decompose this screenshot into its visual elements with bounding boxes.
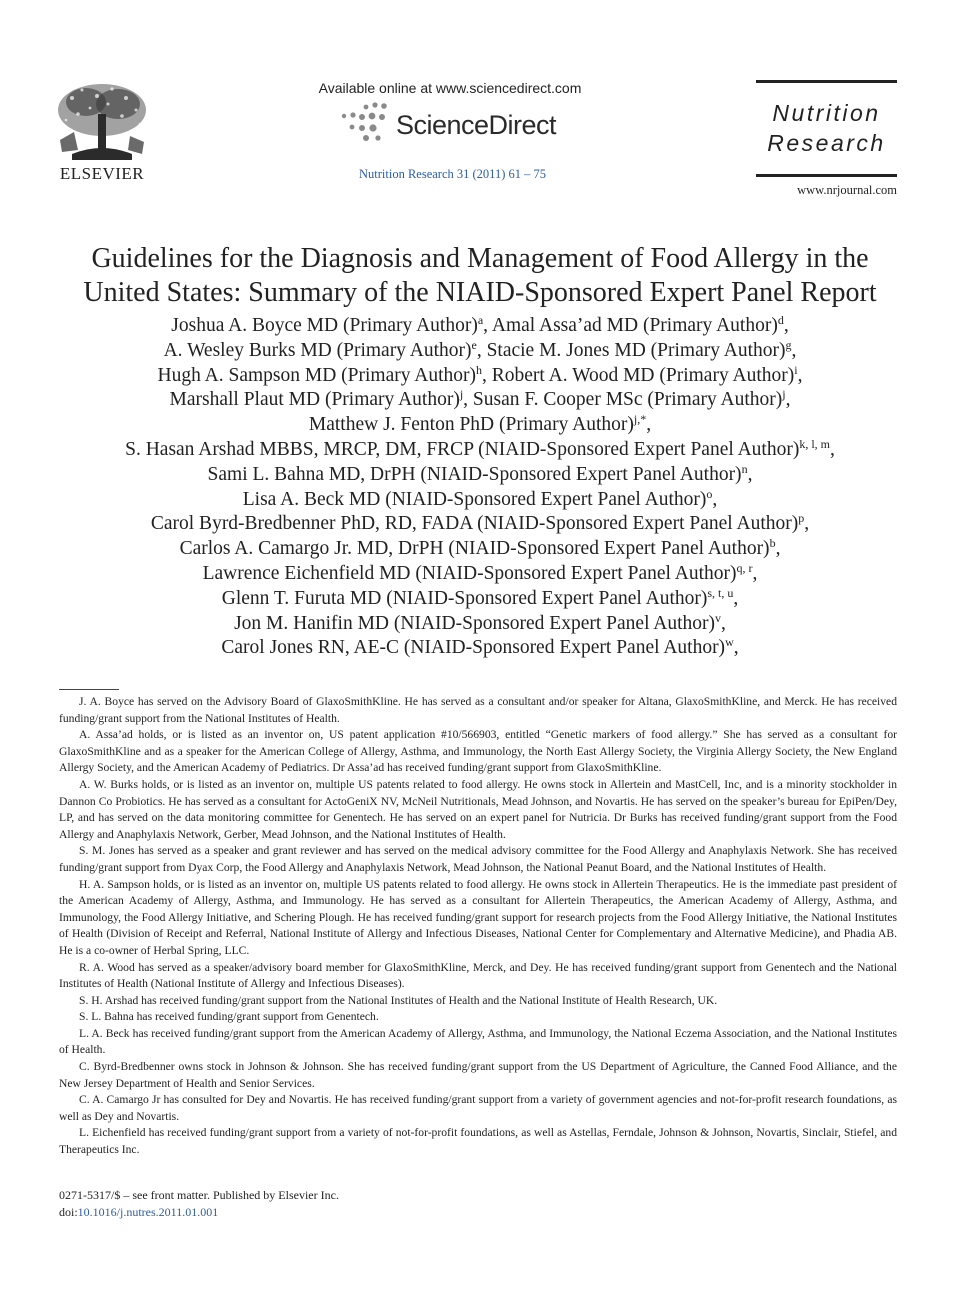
author-line bbox=[30, 512, 930, 537]
affiliation-sup[interactable]: q, r bbox=[736, 560, 753, 575]
author-name[interactable]: Joshua A. Boyce MD (Primary Author) bbox=[171, 315, 478, 336]
author-name[interactable]: Hugh A. Sampson MD (Primary Author) bbox=[157, 364, 477, 386]
author-name[interactable]: Carol Jones RN, AE-C (NIAID-Sponsored Expert Panel Author) bbox=[221, 637, 726, 659]
footnote-divider bbox=[59, 689, 119, 690]
author-line bbox=[30, 537, 930, 562]
journal-citation-link[interactable]: Nutrition Research 31 (2011) 61 – 75 bbox=[359, 167, 546, 181]
affiliation-sup[interactable]: o bbox=[706, 486, 713, 501]
author-name[interactable]: Lisa A. Beck MD (NIAID-Sponsored Expert Panel Author) bbox=[242, 488, 707, 510]
author-name[interactable]: Jon M. Hanifin MD (NIAID-Sponsored Expert Panel Author) bbox=[234, 612, 716, 634]
footnote: C. A. Camargo Jr has consulted for Dey and Novartis. He has received funding/grant support from a variety of government agencies and not-for-profit research foundations, as well as Dey and Novartis. bbox=[59, 1093, 897, 1123]
author-line bbox=[30, 364, 930, 389]
author-separator: , bbox=[483, 315, 492, 336]
author-line-end: , bbox=[752, 562, 758, 584]
elsevier-wordmark: ELSEVIER bbox=[59, 164, 145, 183]
author-line-end: , bbox=[791, 339, 797, 361]
affiliation-sup[interactable]: i bbox=[794, 362, 798, 377]
journal-url-link[interactable]: www.nrjournal.com bbox=[797, 183, 897, 197]
author-line bbox=[30, 612, 930, 637]
author-name[interactable]: Lawrence Eichenfield MD (NIAID-Sponsored Expert Panel Author) bbox=[202, 562, 737, 584]
author-line bbox=[30, 413, 930, 438]
footnote: R. A. Wood has served as a speaker/advisory board member for GlaxoSmithKline, Merck, and Dey. He has received funding/grant support from Genentech and the National Institutes of Health (National Institute of Allergy and Infectious Diseases). bbox=[59, 960, 897, 991]
author-name[interactable]: A. Wesley Burks MD (Primary Author) bbox=[163, 339, 472, 361]
footnote: A. W. Burks holds, or is listed as an inventor on, multiple US patents related to food allergy. He owns stock in Allertein and MastCell, Inc, and is a minority stockholder in Dannon Co Probiotics. He has served as a consultant for ActoGeniX NV, McNeil Nutritionals, Mead Johnson, and Novartis. He has served on the speaker’s bureau for EpiPen/Dey, LP, and has served on the data monitoring committee for Genentech. He has served on an expert panel for Nutricia. Dr Burks has received funding/grant support from the Food Allergy and Anaphylaxis Network, Gerber, Mead Johnson, and the National Institutes of Health. bbox=[59, 777, 897, 841]
author-line-end: , bbox=[785, 389, 791, 411]
author-line bbox=[30, 339, 930, 364]
footnote: L. A. Beck has received funding/grant support from the American Academy of Allergy, Asthma, and Immunology, the National Eczema Association, and the National Institutes of Health. bbox=[59, 1026, 897, 1057]
author-line bbox=[30, 636, 930, 661]
author-line-end: , bbox=[721, 612, 726, 634]
footnote: H. A. Sampson holds, or is listed as an inventor on, multiple US patents related to food allergy. He owns stock in Allertein Therapeutics. He is the immediate past president of the American Academy of Allergy, Asthma, and Immunology. He has served as a consultant for Allertein Therapeutics, the American Academy of Allergy, Asthma, and Immunology, the Food Allergy Initiative, and Schering Plough. He has received funding/grant support for research projects from the Food Allergy Initiative, the National Institutes of Health (Division of Receipt and Referral, National Institute of Allergy and Infectious Diseases, National Center for Complementary and Alternative Medicine), and Phadia AB. He is a co-owner of Herbal Spring, LLC. bbox=[59, 877, 897, 957]
footnote: S. M. Jones has served as a speaker and grant reviewer and has served on the medical advisory committee for the Food Allergy and Anaphylaxis Network. She has received funding/grant support from Dyax Corp, the Food Allergy and Anaphylaxis Network, Mead Johnson, the National Peanut Board, and the National Institutes of Health. bbox=[59, 844, 897, 874]
affiliation-sup[interactable]: b bbox=[769, 536, 776, 551]
footnote: S. L. Bahna has received funding/grant support from Genentech. bbox=[79, 1010, 379, 1024]
affiliation-sup[interactable]: g bbox=[785, 337, 792, 352]
elsevier-logo bbox=[52, 80, 152, 182]
available-online-text: Available online at www.sciencedirect.com bbox=[318, 80, 582, 96]
doi-prefix: doi: bbox=[59, 1205, 78, 1219]
author-line bbox=[30, 562, 930, 587]
affiliation-sup[interactable]: a bbox=[477, 313, 484, 327]
article-title bbox=[40, 242, 920, 310]
author-line-end: , bbox=[783, 315, 789, 336]
affiliation-sup[interactable]: h bbox=[476, 362, 483, 377]
author-line-end: , bbox=[804, 513, 810, 535]
author-separator: , bbox=[482, 364, 492, 386]
author-line-end: , bbox=[712, 488, 718, 510]
author-line bbox=[30, 388, 930, 413]
affiliation-sup[interactable]: s, t, u bbox=[707, 585, 734, 600]
author-line-end: , bbox=[646, 414, 652, 436]
author-separator: , bbox=[463, 389, 473, 411]
author-name[interactable]: Susan F. Cooper MSc (Primary Author) bbox=[472, 389, 783, 411]
front-matter-footer bbox=[59, 1187, 659, 1221]
affiliation-sup[interactable]: j bbox=[782, 387, 786, 402]
author-line-end: , bbox=[797, 364, 803, 386]
issn-line: 0271-5317/$ – see front matter. Published by Elsevier Inc. bbox=[59, 1188, 339, 1202]
journal-logo bbox=[756, 80, 897, 180]
sciencedirect-logo[interactable] bbox=[336, 100, 576, 146]
conflict-of-interest-footnotes bbox=[59, 694, 897, 1159]
author-name[interactable]: Stacie M. Jones MD (Primary Author) bbox=[486, 339, 786, 361]
author-line-end: , bbox=[830, 438, 835, 460]
footnote: S. H. Arshad has received funding/grant support from the National Institutes of Health and the National Institute of Health Research, UK. bbox=[79, 993, 718, 1007]
author-list bbox=[30, 314, 930, 661]
author-name[interactable]: Carol Byrd-Bredbenner PhD, RD, FADA (NIAID-Sponsored Expert Panel Author) bbox=[150, 513, 799, 535]
affiliation-sup[interactable]: j,* bbox=[633, 412, 647, 427]
author-line-end: , bbox=[775, 538, 781, 560]
sciencedirect-wordmark: ScienceDirect bbox=[396, 110, 557, 140]
doi-link[interactable]: 10.1016/j.nutres.2011.01.001 bbox=[77, 1205, 219, 1219]
affiliation-sup[interactable]: n bbox=[741, 461, 748, 476]
author-name[interactable]: Amal Assa’ad MD (Primary Author) bbox=[491, 315, 778, 336]
title-line-2: United States: Summary of the NIAID-Sponsored Expert Panel Report bbox=[83, 277, 877, 308]
logo-rule-bottom bbox=[756, 174, 897, 177]
footnote: L. Eichenfield has received funding/grant support from a variety of not-for-profit foundations, as well as Astellas, Ferndale, Johnson & Johnson, Novartis, Sinclair, Stiefel, and Therapeutics Inc. bbox=[59, 1126, 897, 1157]
footnote: J. A. Boyce has served on the Advisory Board of GlaxoSmithKline. He has served as a consultant and/or speaker for Altana, GlaxoSmithKline, and Merck. He has received funding/grant support from the National Institutes of Health. bbox=[59, 695, 897, 725]
author-name[interactable]: Robert A. Wood MD (Primary Author) bbox=[491, 364, 795, 386]
author-name[interactable]: Glenn T. Furuta MD (NIAID-Sponsored Expert Panel Author) bbox=[221, 587, 708, 609]
author-line bbox=[30, 438, 930, 463]
affiliation-sup[interactable]: d bbox=[777, 313, 784, 327]
title-line-1: Guidelines for the Diagnosis and Management of Food Allergy in the bbox=[91, 243, 869, 274]
affiliation-sup[interactable]: w bbox=[725, 635, 734, 650]
author-name[interactable]: Carlos A. Camargo Jr. MD, DrPH (NIAID-Sponsored Expert Panel Author) bbox=[179, 538, 770, 560]
journal-logo-line1: Nutrition bbox=[772, 100, 881, 126]
author-line bbox=[30, 587, 930, 612]
doi-line bbox=[59, 1204, 659, 1221]
sciencedirect-dots-icon bbox=[336, 100, 398, 146]
elsevier-tree-icon bbox=[52, 80, 152, 162]
affiliation-sup[interactable]: j bbox=[459, 387, 464, 402]
affiliation-sup[interactable]: e bbox=[471, 337, 477, 352]
logo-rule-top bbox=[756, 80, 897, 83]
author-separator: , bbox=[476, 339, 487, 361]
author-line bbox=[30, 488, 930, 513]
affiliation-sup[interactable]: p bbox=[798, 511, 805, 526]
author-line-end: , bbox=[733, 587, 739, 609]
journal-logo-line2: Research bbox=[767, 130, 886, 156]
author-line-end: , bbox=[747, 463, 753, 485]
author-name[interactable]: Matthew J. Fenton PhD (Primary Author) bbox=[308, 414, 634, 436]
author-name[interactable]: Marshall Plaut MD (Primary Author) bbox=[169, 389, 460, 411]
footnote: A. Assa’ad holds, or is listed as an inventor on, US patent application #10/566903, entitled “Genetic markers of food allergy.” She has served as a consultant for GlaxoSmithKline and as a speaker for the American College of Allergy, Asthma, and Immunology, the North East Allergy Society, the Virginia Allergy Society, the New England Allergy Society, and the American Academy of Pediatrics. Dr Assa’ad has received funding/grant support from GlaxoSmithKline. bbox=[59, 728, 897, 775]
footnote: C. Byrd-Bredbenner owns stock in Johnson & Johnson. She has received funding/grant support from the US Department of Agriculture, the Canned Food Alliance, and the New Jersey Department of Health and Senior Services. bbox=[59, 1060, 897, 1090]
author-name[interactable]: S. Hasan Arshad MBBS, MRCP, DM, FRCP (NIAID-Sponsored Expert Panel Author) bbox=[125, 438, 800, 460]
affiliation-sup[interactable]: v bbox=[715, 610, 722, 625]
author-name[interactable]: Sami L. Bahna MD, DrPH (NIAID-Sponsored Expert Panel Author) bbox=[207, 463, 742, 485]
author-line bbox=[30, 463, 930, 488]
author-line bbox=[30, 314, 930, 339]
affiliation-sup[interactable]: k, l, m bbox=[799, 436, 830, 451]
author-line-end: , bbox=[733, 637, 739, 659]
